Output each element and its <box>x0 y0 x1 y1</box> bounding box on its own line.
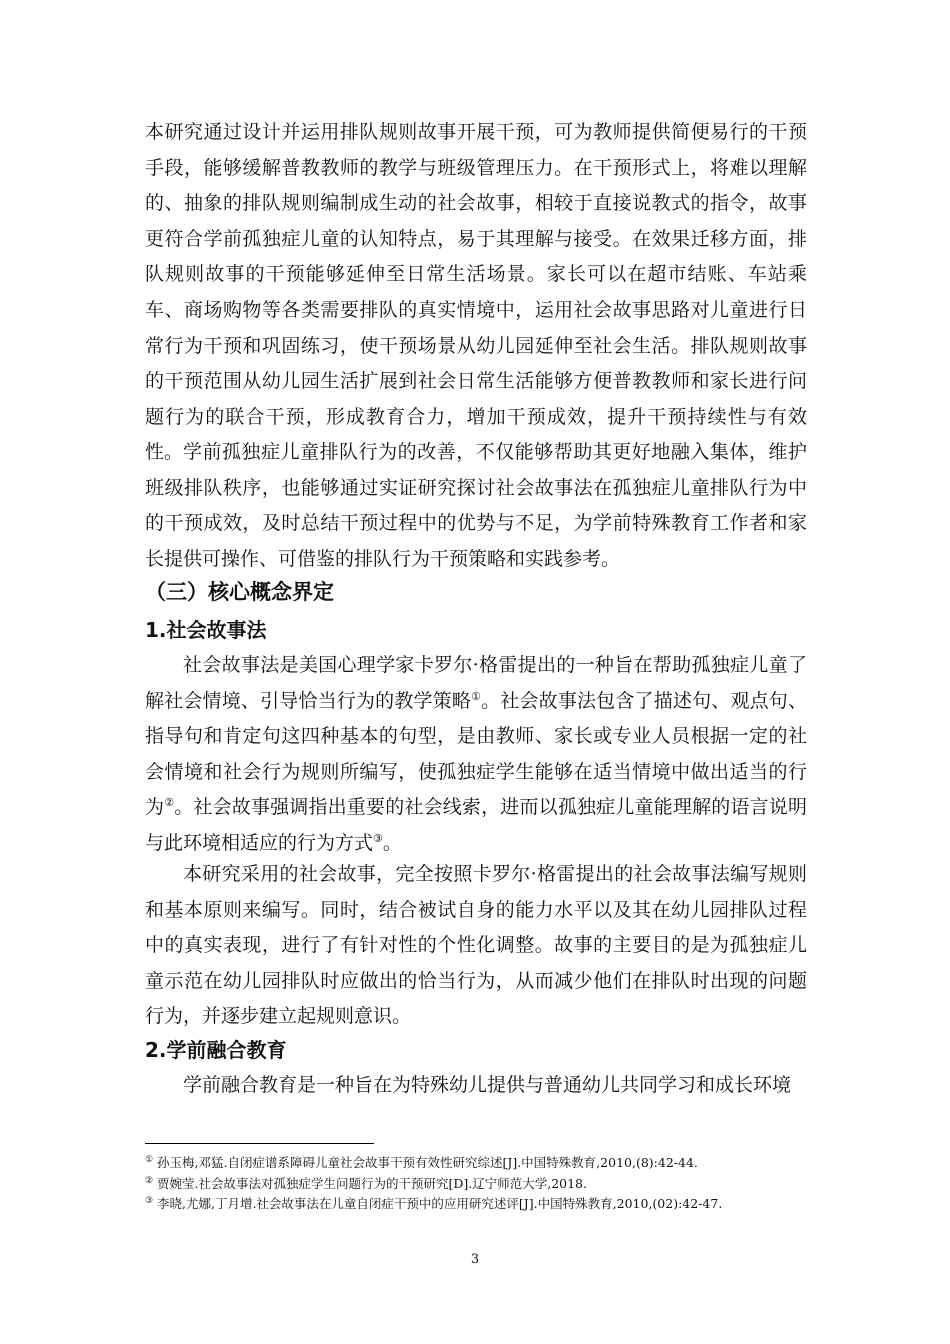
footnotes <box>145 1153 813 1215</box>
text-segment: 。社会故事法包含了描述句、观点句、指导句和肯定句这四种基本的句型，是由教师、家长或专业人员根据一定的社会情境和社会行为规则所编写，使孤独症学生能够在适当情境中做出适当的行为 <box>145 689 807 819</box>
footnote-item <box>145 1194 813 1215</box>
footnote-text: 李晓,尤娜,丁月增.社会故事法在儿童自闭症干预中的应用研究述评[J].中国特殊教育,2010,(02):42-47. <box>157 1196 723 1211</box>
paragraph-social-story-definition <box>145 648 807 862</box>
footnote-mark: ③ <box>145 1196 154 1206</box>
paragraph-intervention-significance: 本研究通过设计并运用排队规则故事开展干预，可为教师提供简便易行的干预手段，能够缓解普教教师的教学与班级管理压力。在干预形式上，将难以理解的、抽象的排队规则编制成生动的社会故事，相较于直接说教式的指令，故事更符合学前孤独症儿童的认知特点，易于其理解与接受。在效果迁移方面，排队规则故事的干预能够延伸至日常生活场景。家长可以在超市结账、车站乘车、商场购物等各类需要排队的真实情境中，运用社会故事思路对儿童进行日常行为干预和巩固练习，使干预场景从幼儿园延伸至社会生活。排队规则故事的干预范围从幼儿园生活扩展到社会日常生活能够方便普教教师和家长进行问题行为的联合干预，形成教育合力，增加干预成效，提升干预持续性与有效性。 <box>145 121 807 464</box>
footnote-mark: ① <box>145 1155 154 1165</box>
section-heading-core-concepts: （三）核心概念界定 <box>145 580 334 604</box>
text-segment: 。 <box>382 831 402 854</box>
footnote-ref-1[interactable]: ① <box>471 689 482 703</box>
subheading-inclusive-education: 2.学前融合教育 <box>145 1038 287 1062</box>
text-segment: 社会故事法是美国心理学家卡罗尔·格雷提出的一种旨在帮助孤独症儿童了解社会情境、引导恰当行为的教学策略 <box>145 654 807 712</box>
text-segment: 。社会故事强调指出重要的社会线索，进而以孤独症儿童能理解的语言说明与此环境相适应的行为方式 <box>145 796 807 854</box>
paragraph-social-story-application: 本研究采用的社会故事，完全按照卡罗尔·格雷提出的社会故事法编写规则和基本原则来编写。同时，结合被试自身的能力水平以及其在幼儿园排队过程中的真实表现，进行了有针对性的个性化调整。故事的主要目的是为孤独症儿童示范在幼儿园排队时应做出的恰当行为，从而减少他们在排队时出现的问题行为，并逐步建立起规则意识。 <box>145 863 807 1028</box>
footnote-separator <box>145 1143 374 1144</box>
footnote-mark: ② <box>145 1175 154 1186</box>
footnote-item <box>145 1153 813 1174</box>
subheading-social-story: 1.社会故事法 <box>145 618 267 642</box>
footnote-ref-2[interactable]: ② <box>164 796 175 810</box>
footnote-text: 贾婉莹.社会故事法对孤独症学生问题行为的干预研究[D].辽宁师范大学,2018. <box>157 1175 587 1191</box>
paragraph-behavior-improvement: 学前孤独症儿童排队行为的改善，不仅能够帮助其更好地融入集体，维护班级排队秩序，也能够通过实证研究探讨社会故事法在孤独症儿童排队行为中的干预成效，及时总结干预过程中的优势与不足，为学前特殊教育工作者和家长提供可操作、可借鉴的排队行为干预策略和实践参考。 <box>145 441 807 570</box>
page-number: 3 <box>470 1252 480 1267</box>
footnote-ref-3[interactable]: ③ <box>373 831 383 845</box>
paragraph-inclusive-education-definition: 学前融合教育是一种旨在为特殊幼儿提供与普通幼儿共同学习和成长环境 <box>183 1074 792 1096</box>
footnote-item <box>145 1174 813 1195</box>
footnote-text: 孙玉梅,邓猛.自闭症谱系障碍儿童社会故事干预有效性研究综述[J].中国特殊教育,2010,(8):42-44. <box>157 1155 698 1170</box>
